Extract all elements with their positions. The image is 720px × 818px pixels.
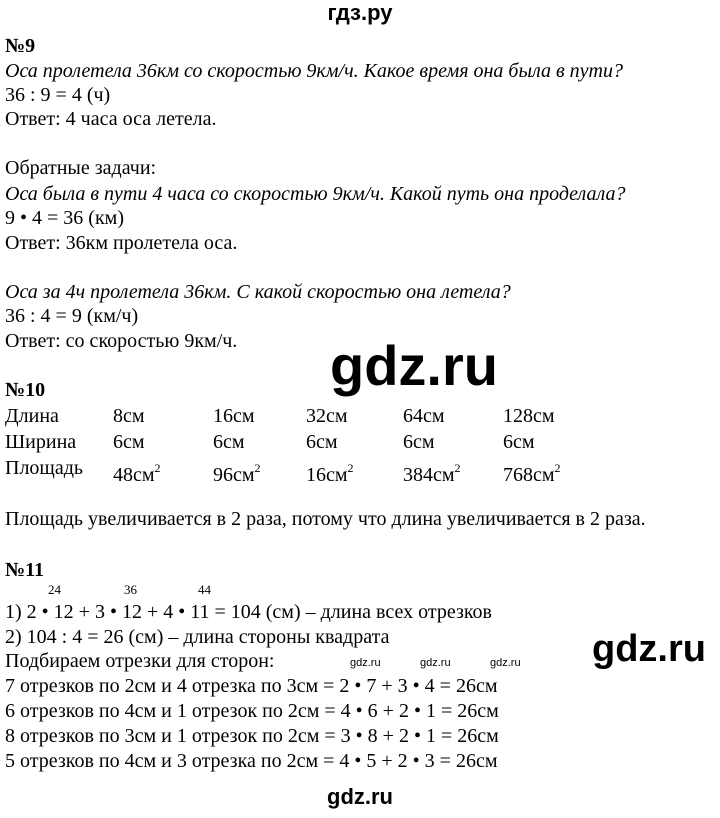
cell-value: 384см [403, 464, 455, 486]
site-footer: gdz.ru [327, 784, 393, 809]
task-9-answer: Ответ: 4 часа оса летела. [5, 108, 217, 130]
above-number: 24 [48, 582, 61, 597]
task-9-question: Оса пролетела 36км со скоростью 9км/ч. Какое время она была в пути? [5, 60, 623, 82]
inverse-answer-1: Ответ: 36км пролетела оса. [5, 232, 238, 254]
watermark-large: gdz.ru [330, 334, 498, 397]
cell-value: 32см [306, 405, 348, 427]
cell-value: 6см [113, 431, 145, 453]
cell-value: 64см [403, 405, 445, 427]
row-label: Площадь [5, 457, 83, 479]
site-header: гдз.ру [327, 0, 393, 25]
superscript: 2 [454, 461, 461, 475]
cell-value: 6см [306, 431, 338, 453]
task-10-title: №10 [5, 379, 46, 401]
table-cell [213, 457, 261, 486]
row-label: Ширина [5, 431, 77, 453]
task-11-step1: 1) 2 • 12 + 3 • 12 + 4 • 11 = 104 (см) – длина всех отрезков [5, 601, 493, 623]
task-9-calc: 36 : 9 = 4 (ч) [5, 84, 111, 106]
inverse-title: Обратные задачи: [5, 157, 157, 179]
cell-value: 128см [503, 405, 555, 427]
watermark-small: gdz.ru [350, 657, 381, 669]
option-2: 6 отрезков по 4см и 1 отрезок по 2см = 4 • 6 + 2 • 1 = 26см [5, 700, 499, 722]
cell-value: 768см [503, 464, 555, 486]
table-cell [403, 431, 435, 453]
table-cell [503, 405, 555, 427]
cell-value: 6см [213, 431, 245, 453]
cell-value: 6см [403, 431, 435, 453]
watermark-small: gdz.ru [490, 657, 521, 669]
task-11-step2: 2) 104 : 4 = 26 (см) – длина стороны квадрата [5, 626, 390, 648]
option-3: 8 отрезков по 3см и 1 отрезок по 2см = 3 • 8 + 2 • 1 = 26см [5, 725, 499, 747]
cell-value: 6см [503, 431, 535, 453]
superscript: 2 [347, 461, 354, 475]
table-cell [213, 405, 255, 427]
table-cell [306, 431, 338, 453]
cell-value: 16см [213, 405, 255, 427]
task-11-title: №11 [5, 559, 44, 581]
superscript: 2 [254, 461, 261, 475]
watermark-small: gdz.ru [420, 657, 451, 669]
above-number: 36 [124, 582, 137, 597]
cell-value: 96см [213, 464, 255, 486]
option-4: 5 отрезков по 4см и 3 отрезка по 2см = 4 • 5 + 2 • 3 = 26см [5, 750, 498, 772]
cell-value: 48см [113, 464, 155, 486]
superscript: 2 [554, 461, 561, 475]
above-number: 44 [198, 582, 211, 597]
task-11-intro: Подбираем отрезки для сторон: [5, 650, 275, 672]
table-cell [503, 431, 535, 453]
table-cell [403, 405, 445, 427]
cell-value: 16см [306, 464, 348, 486]
task-10-conclusion: Площадь увеличивается в 2 раза, потому что длина увеличивается в 2 раза. [5, 508, 646, 530]
table-cell [306, 457, 354, 486]
inverse-answer-2: Ответ: со скоростью 9км/ч. [5, 330, 238, 352]
inverse-question-1: Оса была в пути 4 часа со скоростью 9км/ч. Какой путь она проделала? [5, 183, 626, 205]
table-cell [403, 457, 461, 486]
inverse-question-2: Оса за 4ч пролетела 36км. С какой скоростью она летела? [5, 281, 511, 303]
table-cell [113, 431, 145, 453]
row-label: Длина [5, 405, 59, 427]
table-cell [113, 457, 161, 486]
option-1: 7 отрезков по 2см и 4 отрезка по 3см = 2 • 7 + 3 • 4 = 26см [5, 675, 498, 697]
inverse-calc-2: 36 : 4 = 9 (км/ч) [5, 305, 139, 327]
table-cell [306, 405, 348, 427]
watermark-medium: gdz.ru [592, 628, 706, 670]
superscript: 2 [154, 461, 161, 475]
table-cell [113, 405, 145, 427]
task-9-title: №9 [5, 35, 36, 57]
table-cell [503, 457, 561, 486]
cell-value: 8см [113, 405, 145, 427]
table-cell [213, 431, 245, 453]
inverse-calc-1: 9 • 4 = 36 (км) [5, 207, 124, 229]
